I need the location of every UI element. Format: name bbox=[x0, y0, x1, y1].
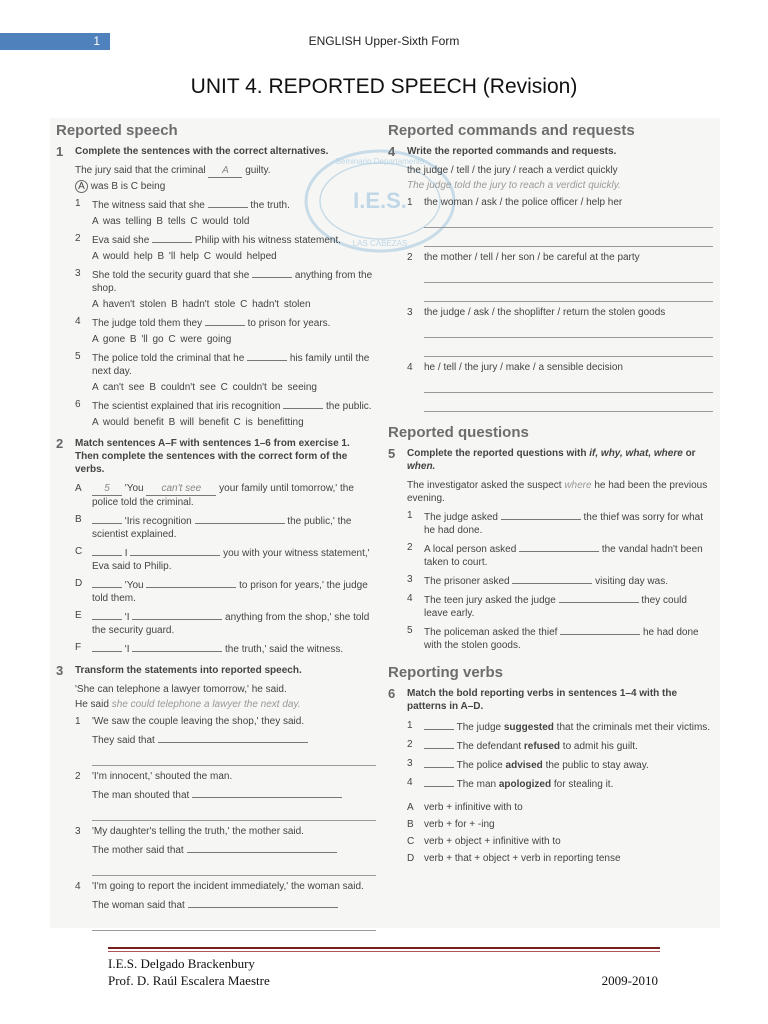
section-heading-questions: Reported questions bbox=[388, 424, 529, 441]
answer-line[interactable] bbox=[92, 861, 376, 876]
exercise-item: 1 The witness said that she the truth. bbox=[75, 198, 290, 211]
item-number: 3 bbox=[75, 268, 81, 279]
item-stem: The man shouted that bbox=[92, 787, 376, 802]
footer-teacher: Prof. D. Raúl Escalera Maestre bbox=[108, 973, 270, 988]
answer-blank[interactable] bbox=[424, 738, 454, 749]
answer-blank[interactable] bbox=[92, 513, 122, 524]
footer-divider-thin bbox=[108, 951, 660, 952]
exercise-item: E 'I anything from the shop,' she told the security guard. bbox=[75, 610, 370, 636]
item-number: 1 bbox=[75, 198, 81, 209]
item-quote: 'I'm innocent,' shouted the man. bbox=[92, 771, 233, 782]
answer-blank[interactable] bbox=[146, 577, 236, 588]
exercise-item: D 'You to prison for years,' the judge told them. bbox=[75, 578, 368, 604]
exercise-item: 3 She told the security guard that she anything from the shop. bbox=[75, 268, 373, 294]
reporting-verb: apologized bbox=[498, 779, 552, 790]
exercise-item: B 'Iris recognition the public,' the scientist explained. bbox=[75, 514, 352, 540]
header-course: ENGLISH Upper-Sixth Form bbox=[308, 34, 460, 48]
answer-line[interactable] bbox=[424, 268, 713, 283]
answer-line[interactable] bbox=[424, 213, 713, 228]
exercise-item: 1 The judge suggested that the criminals met their victims. bbox=[407, 720, 711, 733]
exercise-item: 2 A local person asked the vandal hadn't been taken to court. bbox=[407, 542, 703, 568]
answer-blank[interactable] bbox=[130, 545, 220, 556]
exercise-2: 2 Match sentences A–F with sentences 1–6 from exercise 1. Then complete the sentences with the correct form of the verbs. A 5 'You can't see your family until tomorrow,' the police told the criminal. B 'Iris recognition the public,' the scientist explained. C I you with your witness statement,' Eva said to Philip. D 'You to prison for years,' the judge told them. E 'I anything from the shop,' she told the security guard. F 'I the truth,' said the witness. bbox=[56, 437, 376, 656]
item-number: 4 bbox=[75, 881, 81, 892]
answer-line[interactable] bbox=[92, 916, 376, 931]
answer-blank[interactable] bbox=[424, 719, 454, 730]
answer-blank[interactable] bbox=[560, 624, 640, 635]
exercise-item bbox=[407, 251, 713, 264]
pattern-item bbox=[407, 852, 713, 865]
item-options: A haven't stolen B hadn't stole C hadn't stolen bbox=[92, 299, 311, 310]
item-letter: F bbox=[75, 642, 82, 653]
item-quote: 'My daughter's telling the truth,' the mother said. bbox=[92, 826, 304, 837]
answer-filled: 5 bbox=[92, 482, 122, 496]
item-stem: The mother said that bbox=[92, 842, 376, 857]
pattern-letter: C bbox=[407, 836, 415, 847]
section-heading-reporting-verbs: Reporting verbs bbox=[388, 664, 504, 681]
exercise-item: A 5 'You can't see your family until tomorrow,' the police told the criminal. bbox=[75, 483, 354, 508]
exercise-item: 4 The teen jury asked the judge they could leave early. bbox=[407, 593, 687, 619]
exercise-item bbox=[407, 196, 713, 209]
item-number: 5 bbox=[407, 625, 413, 636]
answer-blank[interactable] bbox=[208, 197, 248, 208]
answer-blank[interactable] bbox=[132, 609, 222, 620]
pattern-item bbox=[407, 835, 713, 848]
pattern-letter: D bbox=[407, 853, 415, 864]
exercise-1 bbox=[56, 145, 376, 429]
exercise-5: 5 Complete the reported questions with if, why, what, where or when. The investigator asked the suspect where he had been the previous evening. 1 The judge asked the thief was sorry for what he had done. 2 A local person asked the vandal hadn't been taken to court. 3 The prisoner asked visiting day was. 4 The teen jury asked the judge they could leave early. 5 The policeman asked the thief he had done with the stolen goods. bbox=[388, 447, 713, 652]
exercise-4: 4 Write the reported commands and requests. the judge / tell / the jury / reach a verdict quickly The judge told the jury to reach a verdict quickly. 1 the woman / ask / the police officer / help her 2 the mother / tell / her son / be careful at the party 3 the judge / ask / the shoplifter / return the stolen goods 4 he / tell / the jury / make / a sensible decision bbox=[388, 145, 713, 412]
pattern-text: verb + object + infinitive with to bbox=[424, 836, 561, 847]
exercise-item: 2 The defendant refused to admit his guilt. bbox=[407, 739, 638, 752]
item-letter: D bbox=[75, 578, 83, 589]
item-number: 4 bbox=[75, 316, 81, 327]
answer-blank[interactable] bbox=[501, 509, 581, 520]
exercise-example: The jury said that the criminal A guilty. bbox=[75, 165, 271, 176]
answer-blank[interactable] bbox=[188, 897, 338, 908]
item-number: 1 bbox=[75, 716, 81, 727]
exercise-3: 3 Transform the statements into reported speech. 'She can telephone a lawyer tomorrow,' he said. He said she could telephone a lawyer the next day. 1 'We saw the couple leaving the shop,' they said. They said that 2 'I'm innocent,' shouted the man. The man shouted that 3 'My daughter's telling the truth,' the mother said. The mother said that 4 'I'm going to report the incident immediately,' the woman said. The woman said that bbox=[56, 664, 376, 931]
pattern-item bbox=[407, 801, 713, 814]
stamp-text-bottom: LAS CABEZAS bbox=[352, 239, 408, 248]
exercise-item: 4 The judge told them they to prison for years. bbox=[75, 316, 331, 329]
answer-line[interactable] bbox=[424, 323, 713, 338]
exercise-item bbox=[75, 880, 376, 893]
answer-blank[interactable] bbox=[192, 787, 342, 798]
item-options: A can't see B couldn't see C couldn't be seeing bbox=[92, 382, 317, 393]
item-prompt: the mother / tell / her son / be careful at the party bbox=[424, 252, 640, 263]
item-number: 2 bbox=[407, 252, 413, 263]
item-number: 6 bbox=[75, 399, 81, 410]
worksheet-scan bbox=[50, 118, 720, 928]
exercise-item: C I you with your witness statement,' Eva said to Philip. bbox=[75, 546, 370, 572]
item-number: 3 bbox=[75, 826, 81, 837]
exercise-item bbox=[75, 715, 376, 728]
answer-blank[interactable] bbox=[559, 592, 639, 603]
item-number: 2 bbox=[407, 739, 413, 750]
item-number: 5 bbox=[75, 351, 81, 362]
page-number: 1 bbox=[0, 33, 110, 50]
item-number: 2 bbox=[75, 233, 81, 244]
answer-blank[interactable] bbox=[195, 513, 285, 524]
exercise-item: 5 The policeman asked the thief he had done with the stolen goods. bbox=[407, 625, 699, 651]
right-column bbox=[388, 118, 713, 865]
example-options: A was B is C being bbox=[75, 180, 376, 193]
item-stem: They said that bbox=[92, 732, 376, 747]
item-number: 4 bbox=[407, 777, 413, 788]
answer-line[interactable] bbox=[424, 342, 713, 357]
answer-blank[interactable] bbox=[152, 232, 192, 243]
stamp-text-main: I.E.S. bbox=[353, 188, 407, 213]
answer-blank[interactable] bbox=[424, 776, 454, 787]
page-title: UNIT 4. REPORTED SPEECH (Revision) bbox=[190, 75, 578, 98]
pattern-text: verb + infinitive with to bbox=[424, 802, 523, 813]
pattern-item bbox=[407, 818, 713, 831]
exercise-item: 3 The police advised the public to stay away. bbox=[407, 758, 649, 771]
item-options: A was telling B tells C would told bbox=[92, 216, 250, 227]
example-quote: 'She can telephone a lawyer tomorrow,' he said. bbox=[75, 684, 287, 695]
item-options: A would benefit B will benefit C is benefitting bbox=[92, 417, 304, 428]
exercise-instruction: Complete the sentences with the correct alternatives. bbox=[75, 146, 329, 157]
item-letter: B bbox=[75, 514, 82, 525]
item-number: 3 bbox=[407, 574, 413, 585]
answer-filled: can't see bbox=[146, 482, 216, 496]
exercise-item: F 'I the truth,' said the witness. bbox=[75, 642, 344, 655]
reporting-verb: refused bbox=[523, 741, 561, 752]
section-heading-reported-speech: Reported speech bbox=[56, 122, 178, 139]
section-heading-commands: Reported commands and requests bbox=[388, 122, 635, 139]
example-sentence: The investigator asked the suspect where he had been the previous evening. bbox=[407, 480, 708, 504]
item-prompt: the woman / ask / the police officer / help her bbox=[424, 197, 623, 208]
item-number: 1 bbox=[407, 197, 413, 208]
footer-year: 2009-2010 bbox=[601, 973, 658, 988]
item-letter: C bbox=[75, 546, 83, 557]
answer-blank[interactable] bbox=[519, 541, 599, 552]
exercise-item: 5 The police told the criminal that he his family until the next day. bbox=[75, 351, 370, 377]
answer-blank[interactable] bbox=[252, 267, 292, 278]
exercise-number: 1 bbox=[56, 144, 64, 159]
pattern-text: verb + that + object + verb in reporting tense bbox=[424, 853, 621, 864]
answer-blank[interactable] bbox=[424, 757, 454, 768]
example-answer: The judge told the jury to reach a verdict quickly. bbox=[407, 180, 621, 191]
item-letter: A bbox=[75, 483, 82, 494]
answer-line[interactable] bbox=[424, 287, 713, 302]
exercise-item: 4 The man apologized for stealing it. bbox=[407, 777, 614, 790]
circled-option-icon: A bbox=[75, 180, 88, 193]
exercise-6: 6 Match the bold reporting verbs in sentences 1–4 with the patterns in A–D. 1 The judge suggested that the criminals met their victims. 2 The defendant refused to admit his guilt. 3 The police advised the public to stay away. 4 The man apologized for stealing it. A verb + infinitive with to B verb + for + -ing C verb + object + infinitive with to D verb + that + object + verb in reporting tense bbox=[388, 687, 713, 865]
answer-line[interactable] bbox=[92, 751, 376, 766]
answer-line[interactable] bbox=[424, 378, 713, 393]
item-prompt: he / tell / the jury / make / a sensible decision bbox=[424, 362, 623, 373]
answer-blank[interactable] bbox=[187, 842, 337, 853]
answer-blank[interactable] bbox=[92, 641, 122, 652]
exercise-item bbox=[75, 825, 376, 838]
reporting-verb: suggested bbox=[503, 722, 554, 733]
stamp-text-top: Seminario Departamento bbox=[335, 157, 425, 166]
example-answer-line: He said she could telephone a lawyer the next day. bbox=[75, 699, 301, 710]
exercise-item: 1 The judge asked the thief was sorry for what he had done. bbox=[407, 510, 704, 536]
item-number: 1 bbox=[407, 720, 413, 731]
item-options: A gone B 'll go C were going bbox=[92, 334, 232, 345]
item-number: 1 bbox=[407, 510, 413, 521]
answer-blank[interactable] bbox=[158, 732, 308, 743]
exercise-item: 2 Eva said she Philip with his witness statement. bbox=[75, 233, 341, 246]
answer-blank[interactable] bbox=[132, 641, 222, 652]
exercise-item bbox=[407, 306, 713, 319]
pattern-letter: B bbox=[407, 819, 414, 830]
answer-blank[interactable] bbox=[283, 398, 323, 409]
answer-line[interactable] bbox=[424, 397, 713, 412]
exercise-item: 3 The prisoner asked visiting day was. bbox=[407, 574, 668, 587]
answer-line[interactable] bbox=[424, 232, 713, 247]
item-number: 4 bbox=[407, 362, 413, 373]
left-column bbox=[56, 118, 376, 931]
answer-blank[interactable] bbox=[92, 609, 122, 620]
item-prompt: the judge / ask / the shoplifter / return the stolen goods bbox=[424, 307, 666, 318]
pattern-letter: A bbox=[407, 802, 414, 813]
item-number: 2 bbox=[75, 771, 81, 782]
item-quote: 'We saw the couple leaving the shop,' they said. bbox=[92, 716, 305, 727]
item-number: 3 bbox=[407, 758, 413, 769]
answer-blank[interactable] bbox=[512, 573, 592, 584]
item-quote: 'I'm going to report the incident immediately,' the woman said. bbox=[92, 881, 364, 892]
exercise-item bbox=[407, 361, 713, 374]
answer-blank[interactable] bbox=[205, 315, 245, 326]
answer-blank[interactable] bbox=[92, 545, 122, 556]
answer-blank[interactable] bbox=[92, 577, 122, 588]
item-number: 2 bbox=[407, 542, 413, 553]
example-answer: A bbox=[208, 164, 242, 178]
item-letter: E bbox=[75, 610, 82, 621]
footer-divider bbox=[108, 947, 660, 949]
answer-blank[interactable] bbox=[247, 350, 287, 361]
item-stem: The woman said that bbox=[92, 897, 376, 912]
item-options: A would help B 'll help C would helped bbox=[92, 251, 277, 262]
item-number: 4 bbox=[407, 593, 413, 604]
pattern-text: verb + for + -ing bbox=[424, 819, 495, 830]
reporting-verb: advised bbox=[505, 760, 543, 771]
item-number: 3 bbox=[407, 307, 413, 318]
exercise-item bbox=[75, 770, 376, 783]
answer-line[interactable] bbox=[92, 806, 376, 821]
exercise-item: 6 The scientist explained that iris recognition the public. bbox=[75, 399, 372, 412]
example-prompt: the judge / tell / the jury / reach a verdict quickly bbox=[407, 165, 618, 176]
footer-school: I.E.S. Delgado Brackenbury bbox=[108, 956, 255, 971]
